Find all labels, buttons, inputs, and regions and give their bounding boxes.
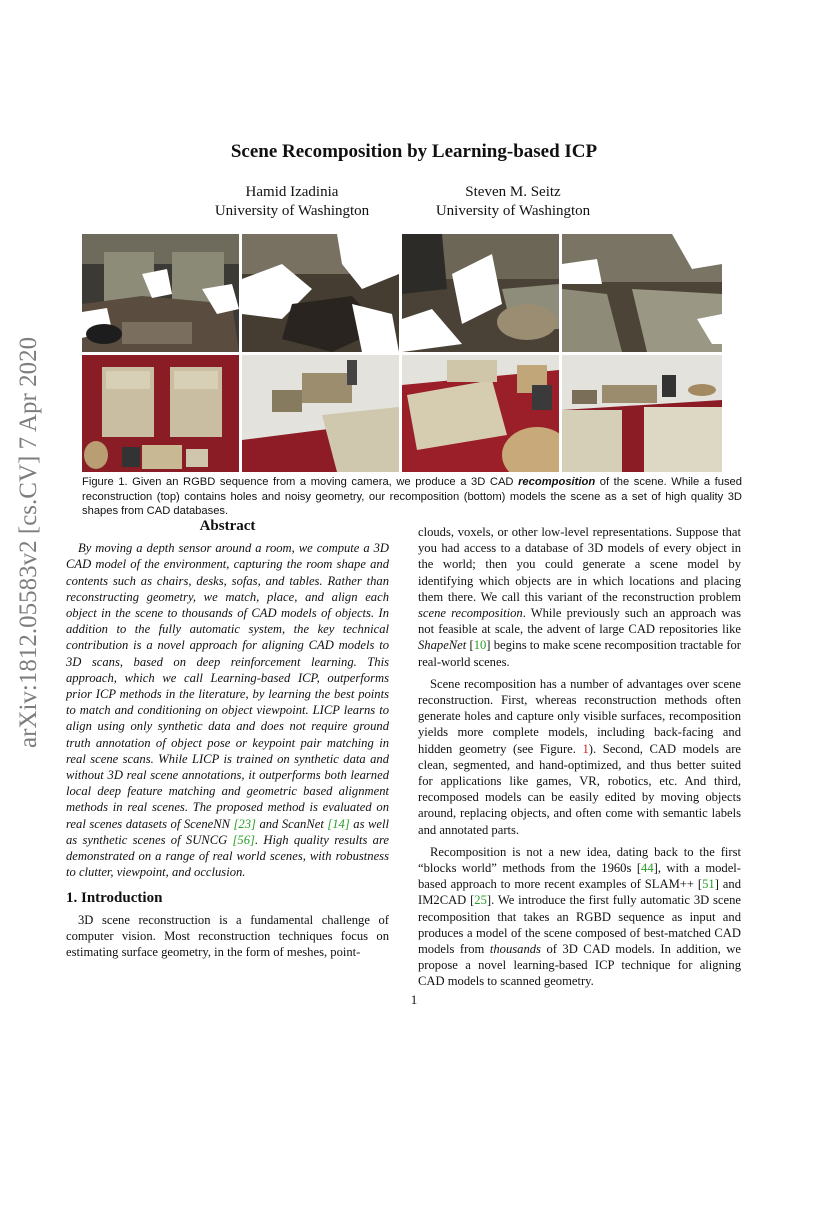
author-1-name: Hamid Izadinia xyxy=(245,184,339,200)
intro-text: ]. We introduce the first fully automatic 3D scene recomposition that takes an RGBD sequence as input and produces a model of the scene composed of best-matched CAD models from xyxy=(418,893,741,957)
citation-link[interactable]: [56] xyxy=(232,832,255,847)
intro-paragraph-1-cont: clouds, voxels, or other low-level representations. Suppose that you had access to a database of 3D models of every object in the world; then you could generate a scene model by identifying which objects are in which locations and placing them there. We call this variant of the reconstruction problem scene recomposition. While previously such an approach was not feasible at scale, the advent of large CAD repositories like ShapeNet [10] begins to make scene recomposition tractable for real-world scenes. xyxy=(418,525,742,669)
citation-link[interactable]: 10 xyxy=(473,638,487,653)
figure-caption-emphasis: recomposition xyxy=(518,476,596,488)
figure-caption-text-2: of the scene. While a fused reconstruction (top) contains holes and noisy geometry, our recomposition (bottom) models the scene as a set of high quality 3D shapes from CAD databases. xyxy=(82,476,742,517)
abstract-text-4: . High quality results are demonstrated on a range of real world scenes, with robustness to clutter, viewpoint, and occlusion. xyxy=(66,832,389,880)
author-2-name: Steven M. Seitz xyxy=(465,184,561,200)
recomposition-panel-1 xyxy=(82,355,239,472)
author-2-affiliation: University of Washington xyxy=(435,203,591,219)
abstract-heading: Abstract xyxy=(199,518,256,534)
intro-text: . While previously such an approach was not feasible at scale, the advent of large CAD repositories like xyxy=(418,606,741,637)
figure-caption-text: Figure 1. Given an RGBD sequence from a moving camera, we produce a 3D CAD xyxy=(82,476,519,488)
author-1 xyxy=(192,183,392,221)
intro-text: of 3D CAD models. In addition, we propose a novel learning-based ICP technique for aligning CAD models to scanned geometry. xyxy=(418,942,741,989)
abstract-body xyxy=(66,540,389,880)
intro-text: Scene recomposition has a number of advantages over scene reconstruction. First, whereas reconstruction methods often generate holes and capture only visible surfaces, recomposition yields more complete models, including back-facing and hidden geometry (see Figure. xyxy=(418,676,741,756)
right-column xyxy=(418,524,741,996)
reconstruction-panel-3 xyxy=(402,234,559,352)
intro-text: ] and IM2CAD [ xyxy=(418,877,741,908)
reconstruction-panel-1 xyxy=(82,234,239,352)
figure-caption xyxy=(82,475,742,519)
left-column xyxy=(66,518,389,966)
citation-link[interactable]: 44 xyxy=(641,861,654,876)
arxiv-stamp xyxy=(14,336,44,1218)
page-number: 1 xyxy=(410,992,418,1007)
citation-link[interactable]: 51 xyxy=(702,877,715,892)
arxiv-stamp-text: arXiv:1812.05583v2 [cs.CV] 7 Apr 2020 xyxy=(15,336,42,748)
intro-paragraph-2 xyxy=(418,676,741,838)
intro-emphasis: ShapeNet xyxy=(418,638,467,653)
intro-paragraph-1: 3D scene reconstruction is a fundamental challenge of computer vision. Most reconstruction techniques focus on estimating surface geometry, in the form of meshes, point- xyxy=(66,912,389,960)
figure-1 xyxy=(82,234,722,472)
intro-text: begins to make scene recomposition tractable for real-world scenes. xyxy=(418,638,742,669)
intro-emphasis: thousands xyxy=(489,942,541,957)
intro-text: ], with a model-based approach to more recent examples of SLAM++ [ xyxy=(418,861,741,892)
author-2 xyxy=(413,183,613,221)
reconstruction-panel-2 xyxy=(242,234,399,352)
reconstruction-panel-4 xyxy=(562,234,722,352)
figure-link[interactable]: 1 xyxy=(582,741,589,756)
intro-text: Recomposition is not a new idea, dating back to the first “blocks world” methods from the 1960s [ xyxy=(418,844,741,876)
recomposition-panel-4 xyxy=(562,355,722,472)
intro-paragraph-3 xyxy=(418,844,741,990)
intro-text: ). Second, CAD models are clean, segmented, and hand-optimized, and thus better suited for applications like games, VR, robotics, etc. And third, recomposed models can be easily edited by moving objects around, replacing objects, and often come with semantic labels and annotated parts. xyxy=(418,741,741,837)
paper-title: Scene Recomposition by Learning-based ICP xyxy=(230,141,598,162)
citation-link[interactable]: [14] xyxy=(327,816,350,831)
citation-link[interactable]: [23] xyxy=(233,816,256,831)
abstract-text-3: as well as synthetic scenes of SUNCG xyxy=(66,816,389,847)
author-1-affiliation: University of Washington xyxy=(214,203,370,219)
intro-text: clouds, voxels, or other low-level representations. Suppose that you had access to a database of 3D models of every object in the world; then you could generate a scene model by identifying which objects are in which locations and placing them there. We call this variant of the reconstruction problem xyxy=(418,525,741,604)
abstract-text-1: By moving a depth sensor around a room, we compute a 3D CAD model of the environment, capturing the room shape and contents such as chairs, desks, sofas, and tables. Rather than reconstructing geometry, we match, place, and align each object in the scene to thousands of CAD models of objects. In addition to the fully automatic system, the key technical contribution is a novel approach for aligning CAD models to 3D scans, based on deep reinforcement learning. This approach, which we call Learning-based ICP, outperforms prior ICP methods in the literature, by learning the best points to match and conditioning on object viewpoint. LICP learns to align using only synthetic data and does not require ground truth annotation of object pose or keypoint pair matching in real scene scans. While LICP is trained on synthetic data and without 3D real scene annotations, it outperforms both learned local deep feature matching and geometric based alignment methods in real scenes. The proposed method is evaluated on real scenes datasets of SceneNN xyxy=(66,541,389,831)
abstract-text-2: and ScanNet xyxy=(255,816,328,831)
citation-link[interactable]: 25 xyxy=(474,893,487,908)
recomposition-panel-3 xyxy=(402,355,559,472)
intro-heading: 1. Introduction xyxy=(66,890,163,907)
intro-emphasis: scene recomposition xyxy=(418,606,523,621)
recomposition-panel-2 xyxy=(242,355,399,472)
